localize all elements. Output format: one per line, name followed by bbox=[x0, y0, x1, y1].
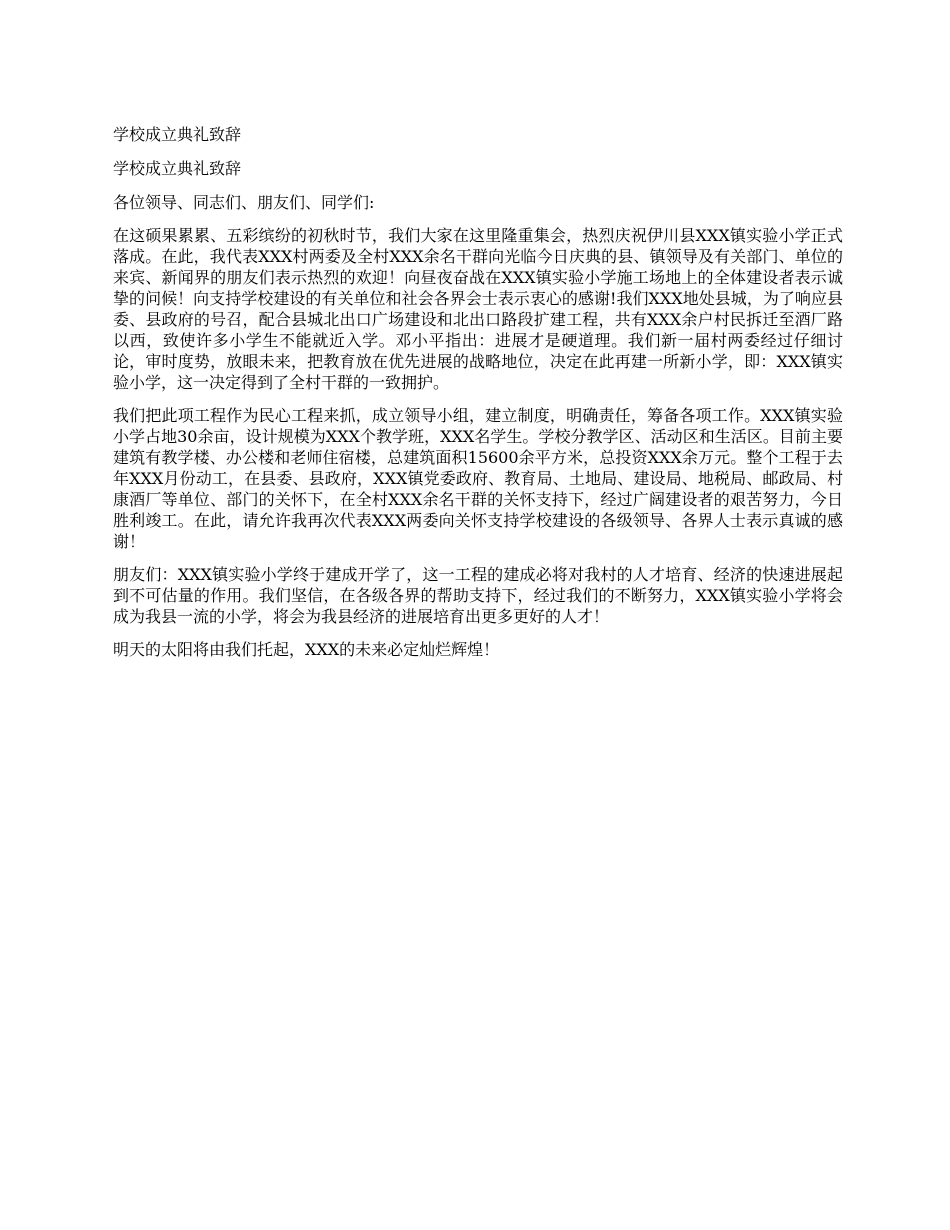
paragraph-friends: 朋友们：XXX镇实验小学终于建成开学了，这一工程的建成必将对我村的人才培育、经济的快速进展起到不可估量的作用。我们坚信，在各级各界的帮助支持下，经过我们的不断努力，XXX镇实验小学将会成为我县一流的小学，将会为我县经济的进展培育出更多更好的人才！ bbox=[113, 565, 843, 626]
paragraph-closing: 明天的太阳将由我们托起，XXX的未来必定灿烂辉煌！ bbox=[113, 640, 500, 659]
salutation: 各位领导、同志们、朋友们、同学们: bbox=[113, 193, 375, 212]
paragraph-construction: 我们把此项工程作为民心工程来抓，成立领导小组，建立制度，明确责任，筹备各项工作。XXX镇实验小学占地30余亩，设计规模为XXX个教学班，XXX名学生。学校分教学区、活动区和生活区。目前主要建筑有教学楼、办公楼和老师住宿楼，总建筑面积15600余平方米，总投资XXX余万元。整个工程于去年XXX月份动工，在县委、县政府，XXX镇党委政府、教育局、土地局、建设局、地税局、邮政局、村康酒厂等单位、部门的关怀下，在全村XXX余名干群的关怀支持下，经过广阔建设者的艰苦努力，今日胜利竣工。在此，请允许我再次代表XXX两委向关怀支持学校建设的各级领导、各界人士表示真诚的感谢！ bbox=[113, 406, 843, 551]
document-subtitle: 学校成立典礼致辞 bbox=[113, 159, 242, 178]
document-title: 学校成立典礼致辞 bbox=[113, 125, 242, 144]
document-page bbox=[113, 124, 843, 672]
paragraph-opening: 在这硕果累累、五彩缤纷的初秋时节，我们大家在这里隆重集会，热烈庆祝伊川县XXX镇实验小学正式落成。在此，我代表XXX村两委及全村XXX余名干群向光临今日庆典的县、镇领导及有关部门、单位的来宾、新闻界的朋友们表示热烈的欢迎！向昼夜奋战在XXX镇实验小学施工场地上的全体建设者表示诚挚的问候！向支持学校建设的有关单位和社会各界会士表示衷心的感谢!我们XXX地处县城，为了响应县委、县政府的号召，配合县城北出口广场建设和北出口路段扩建工程，共有XXX余户村民拆迁至酒厂路以西，致使许多小学生不能就近入学。邓小平指出：进展才是硬道理。我们新一届村两委经过仔细讨论，审时度势，放眼未来，把教育放在优先进展的战略地位，决定在此再建一所新小学，即：XXX镇实验小学，这一决定得到了全村干群的一致拥护。 bbox=[113, 226, 843, 392]
